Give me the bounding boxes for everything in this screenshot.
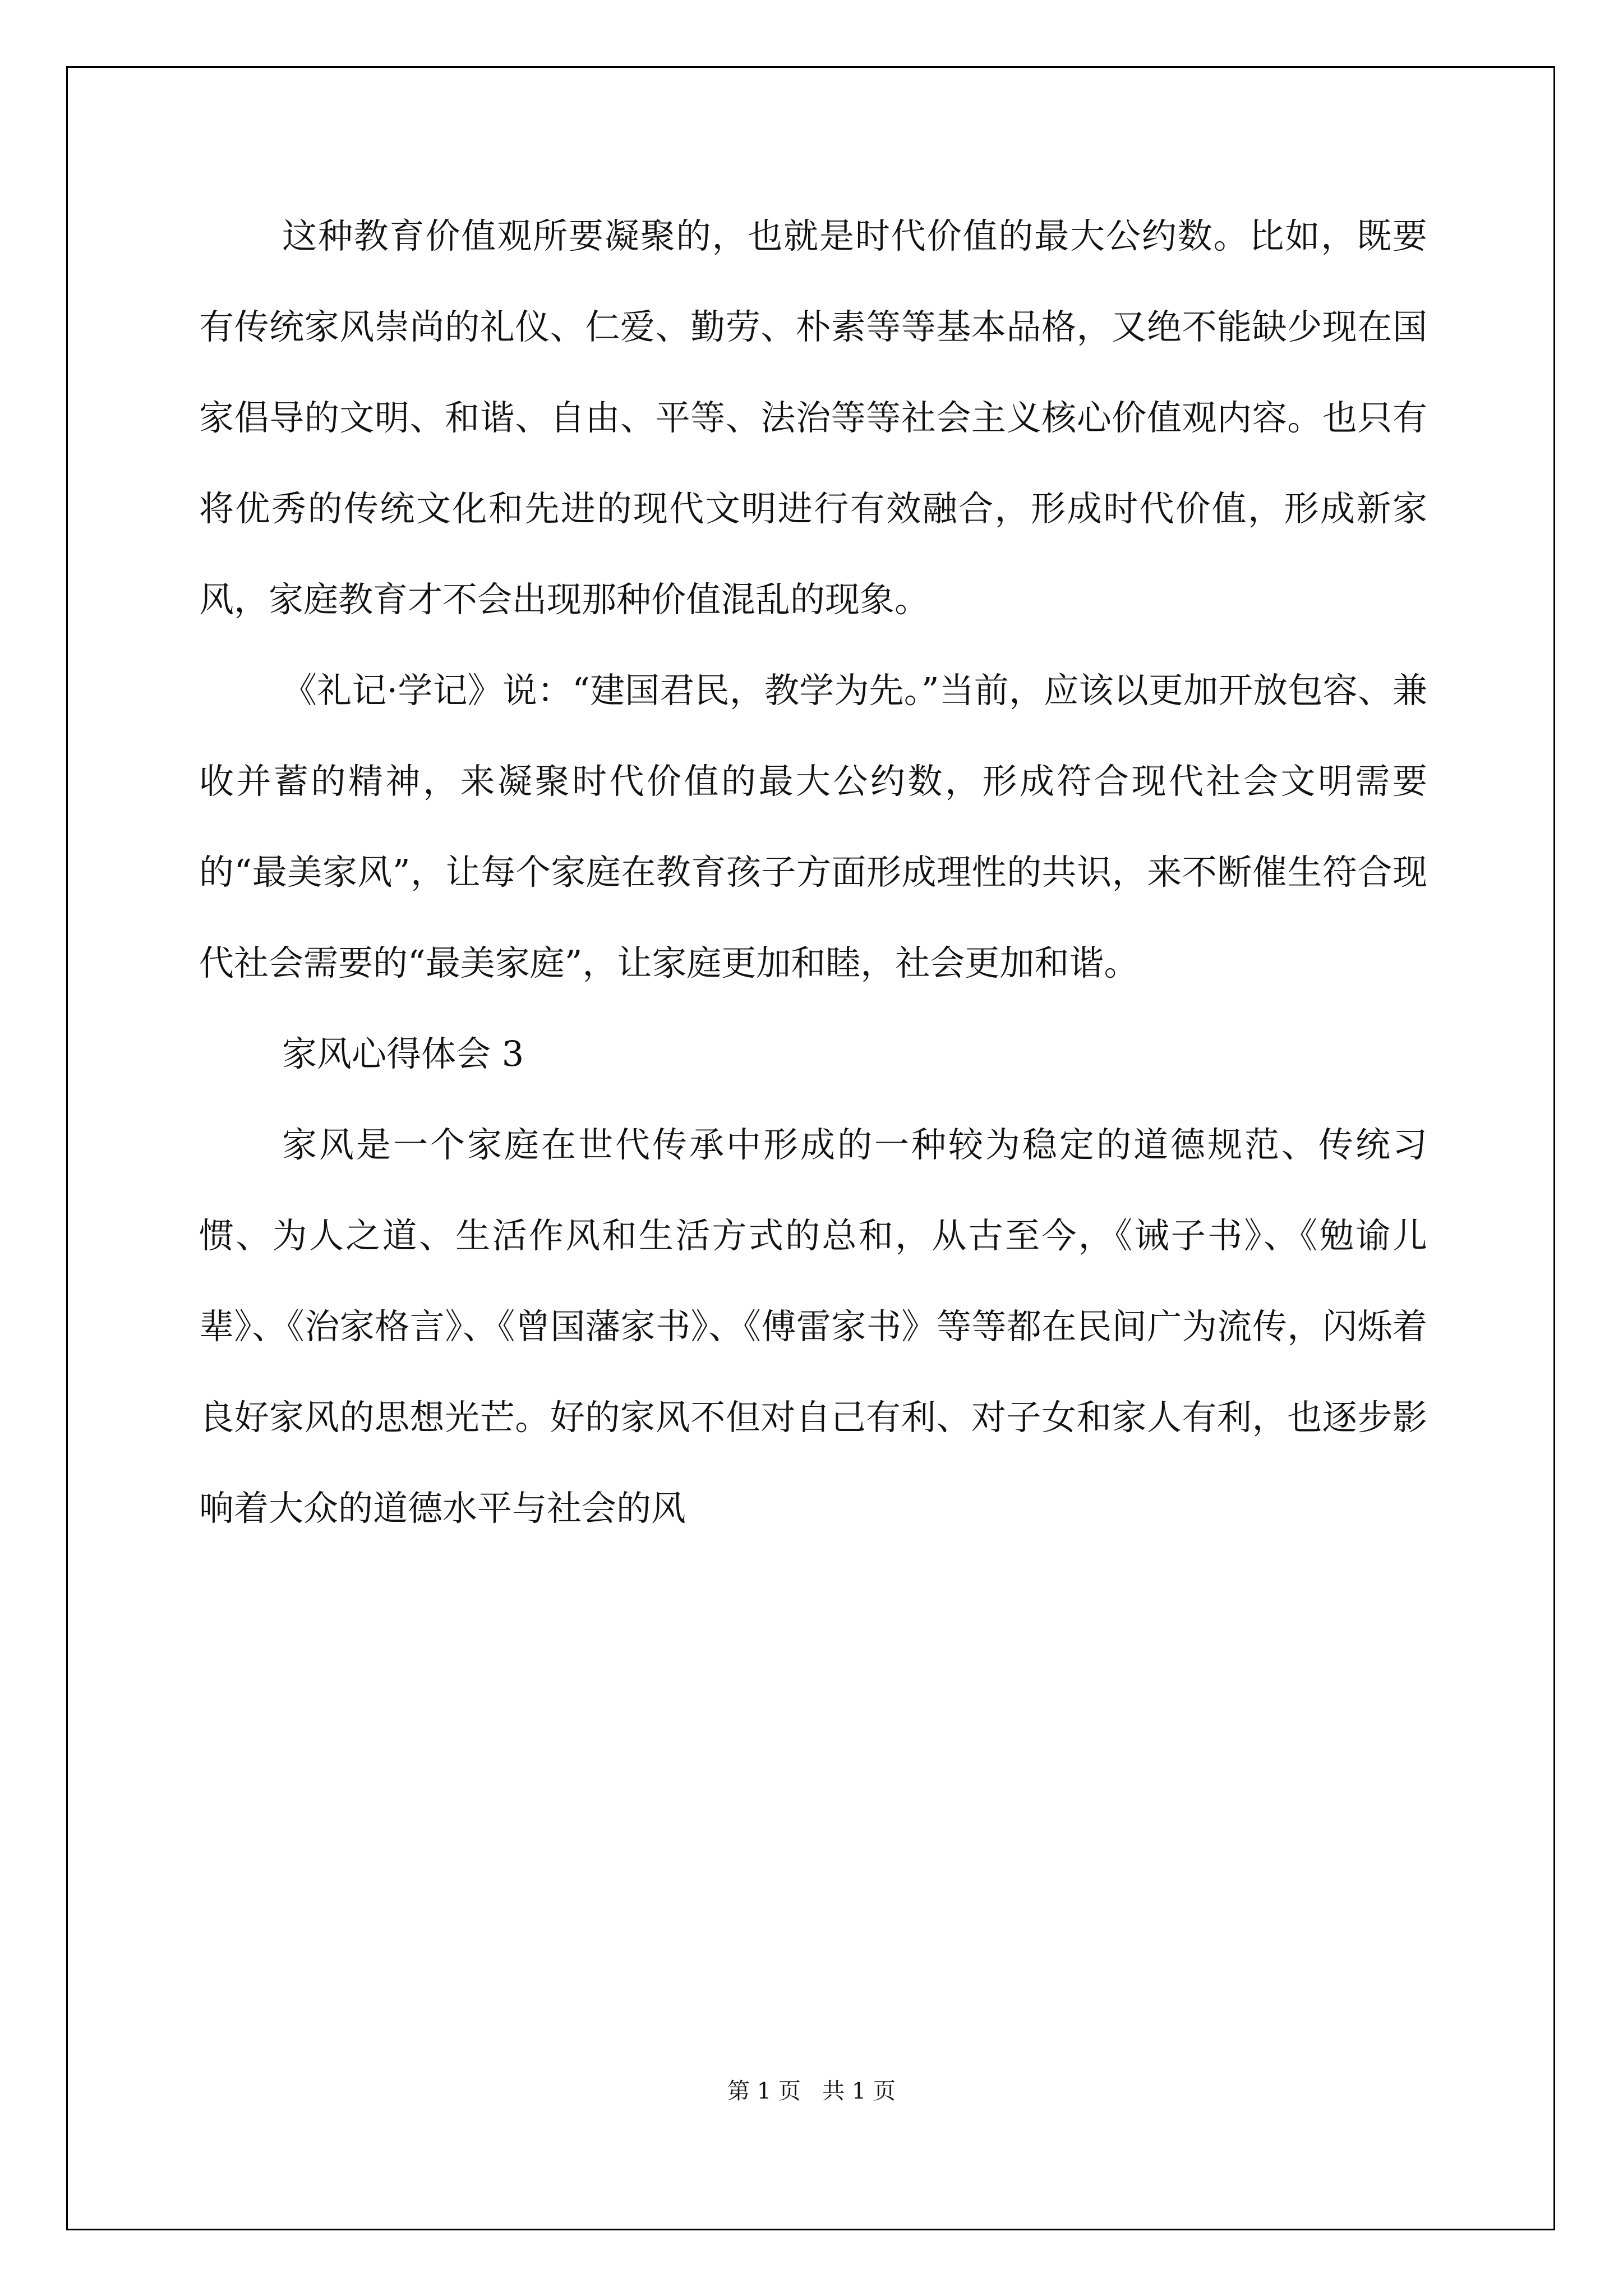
page-number: 第 1 页: [727, 2078, 801, 2104]
paragraph-liji-quote: 《礼记·学记》说：“建国君民，教学为先。”当前，应该以更加开放包容、兼收并蓄的精神，来凝聚时代价值的最大公约数，形成符合现代社会文明需要的“最美家风”，让每个家庭在教育孩子方面形成理性的共识，来不断催生符合现代社会需要的“最美家庭”，让家庭更加和睦，社会更加和谐。: [199, 670, 1427, 983]
paragraph-family-tradition: 家风是一个家庭在世代传承中形成的一种较为稳定的道德规范、传统习惯、为人之道、生活作风和生活方式的总和，从古至今，《诫子书》、《勉谕儿辈》、《治家格言》、《曾国藩家书》、《傅雷家书》等等都在民间广为流传，闪烁着良好家风的思想光芒。好的家风不但对自己有利、对子女和家人有利，也逐步影响着大众的道德水平与社会的风: [199, 1124, 1427, 1529]
section-heading: 家风心得体会 3: [282, 1033, 524, 1074]
document-body: [199, 191, 1427, 1554]
paragraph-value-consensus: 这种教育价值观所要凝聚的，也就是时代价值的最大公约数。比如，既要有传统家风崇尚的礼仪、仁爱、勤劳、朴素等等基本品格，又绝不能缺少现在国家倡导的文明、和谐、自由、平等、法治等等社会主义核心价值观内容。也只有将优秀的传统文化和先进的现代文明进行有效融合，形成时代价值，形成新家风，家庭教育才不会出现那种价值混乱的现象。: [199, 215, 1427, 620]
page-footer: [0, 2073, 1623, 2105]
page-total: 共 1 页: [822, 2078, 896, 2104]
